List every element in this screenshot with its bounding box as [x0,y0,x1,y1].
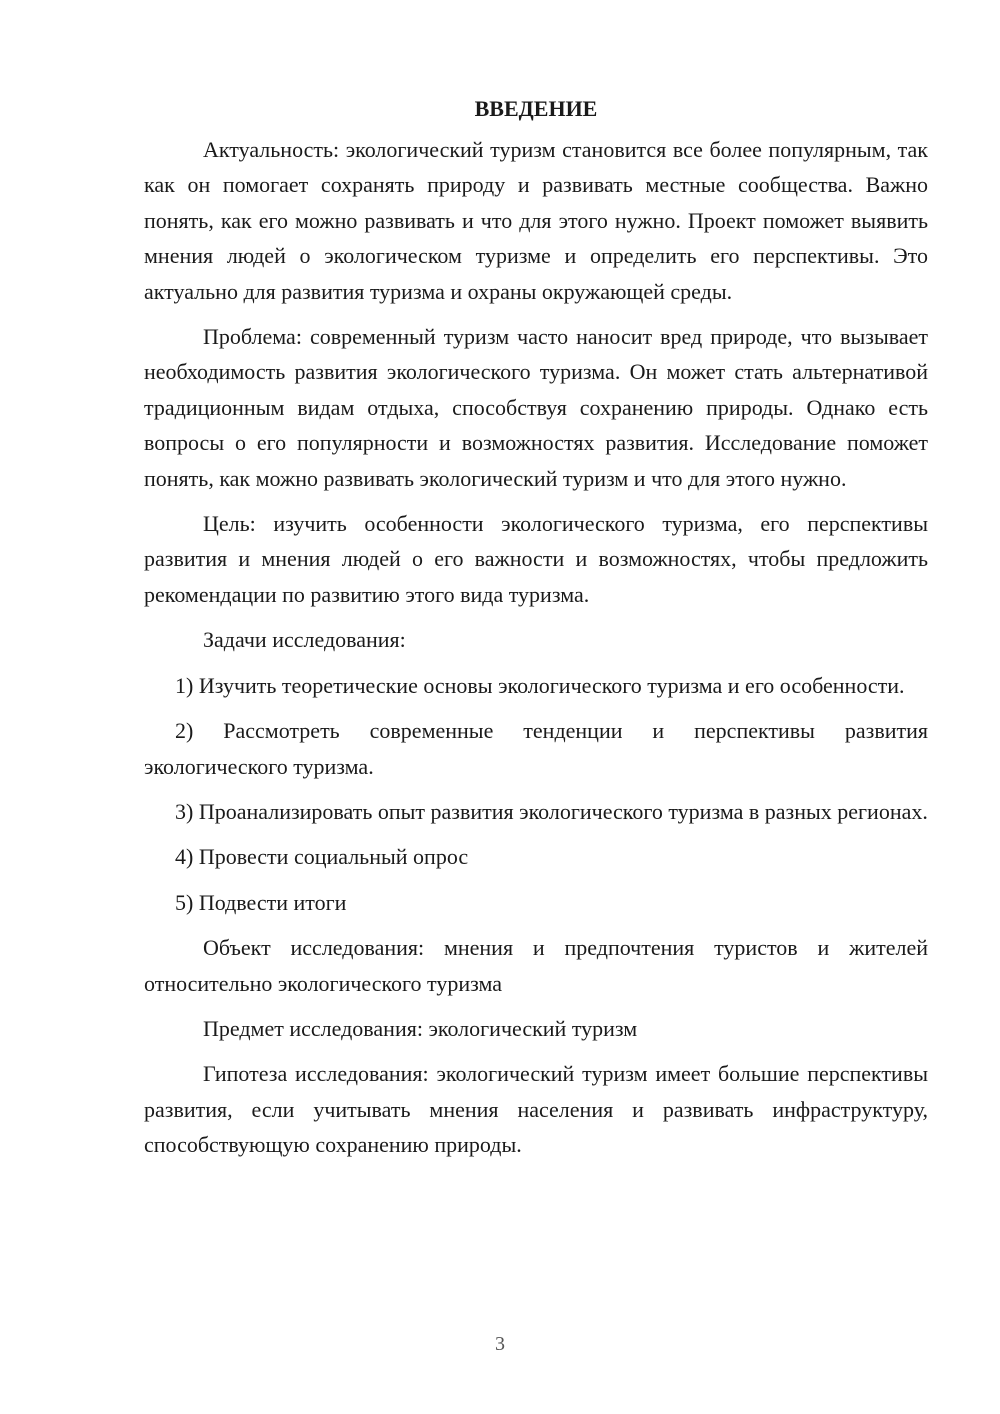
paragraph-tasks-heading: Задачи исследования: [203,627,406,653]
task-item-1: 1) Изучить теоретические основы экологического туризма и его особенности. [175,672,905,698]
paragraph-subject: Предмет исследования: экологический туризм [203,1015,638,1041]
paragraph-problem: Проблема: современный туризм часто наносит вред природе, что вызывает необходимость развития экологического туризма. Он может стать альтернативой традиционным видам отдыха, способствуя сохранению природы. Однако есть вопросы о его популярности и возможностях развития. Исследование поможет понять, как можно развивать экологический туризм и что для этого нужно. [144,324,928,491]
paragraph-relevance: Актуальность: экологический туризм становится все более популярным, так как он помогает сохранять природу и развивать местные сообщества. Важно понять, как его можно развивать и что для этого нужно. Проект поможет выявить мнения людей о экологическом туризме и определить его перспективы. Это актуально для развития туризма и охраны окружающей среды. [144,137,928,304]
page-number: 3 [495,1333,505,1355]
paragraph-hypothesis: Гипотеза исследования: экологический туризм имеет большие перспективы развития, если учитывать мнения населения и развивать инфраструктуру, способствующую сохранению природы. [144,1061,928,1158]
page-title: ВВЕДЕНИЕ [474,96,598,121]
task-item-3: 3) Проанализировать опыт развития экологического туризма в разных регионах. [175,798,928,824]
task-item-2: 2) Рассмотреть современные тенденции и перспективы развития экологического туризма. [144,718,928,779]
paragraph-goal: Цель: изучить особенности экологического туризма, его перспективы развития и мнения людей о его важности и возможностях, чтобы предложить рекомендации по развитию этого вида туризма. [144,511,928,607]
task-item-5: 5) Подвести итоги [175,889,347,915]
task-item-4: 4) Провести социальный опрос [175,844,469,870]
document-page [144,88,928,1173]
paragraph-object: Объект исследования: мнения и предпочтения туристов и жителей относительно экологического туризма [144,935,928,996]
